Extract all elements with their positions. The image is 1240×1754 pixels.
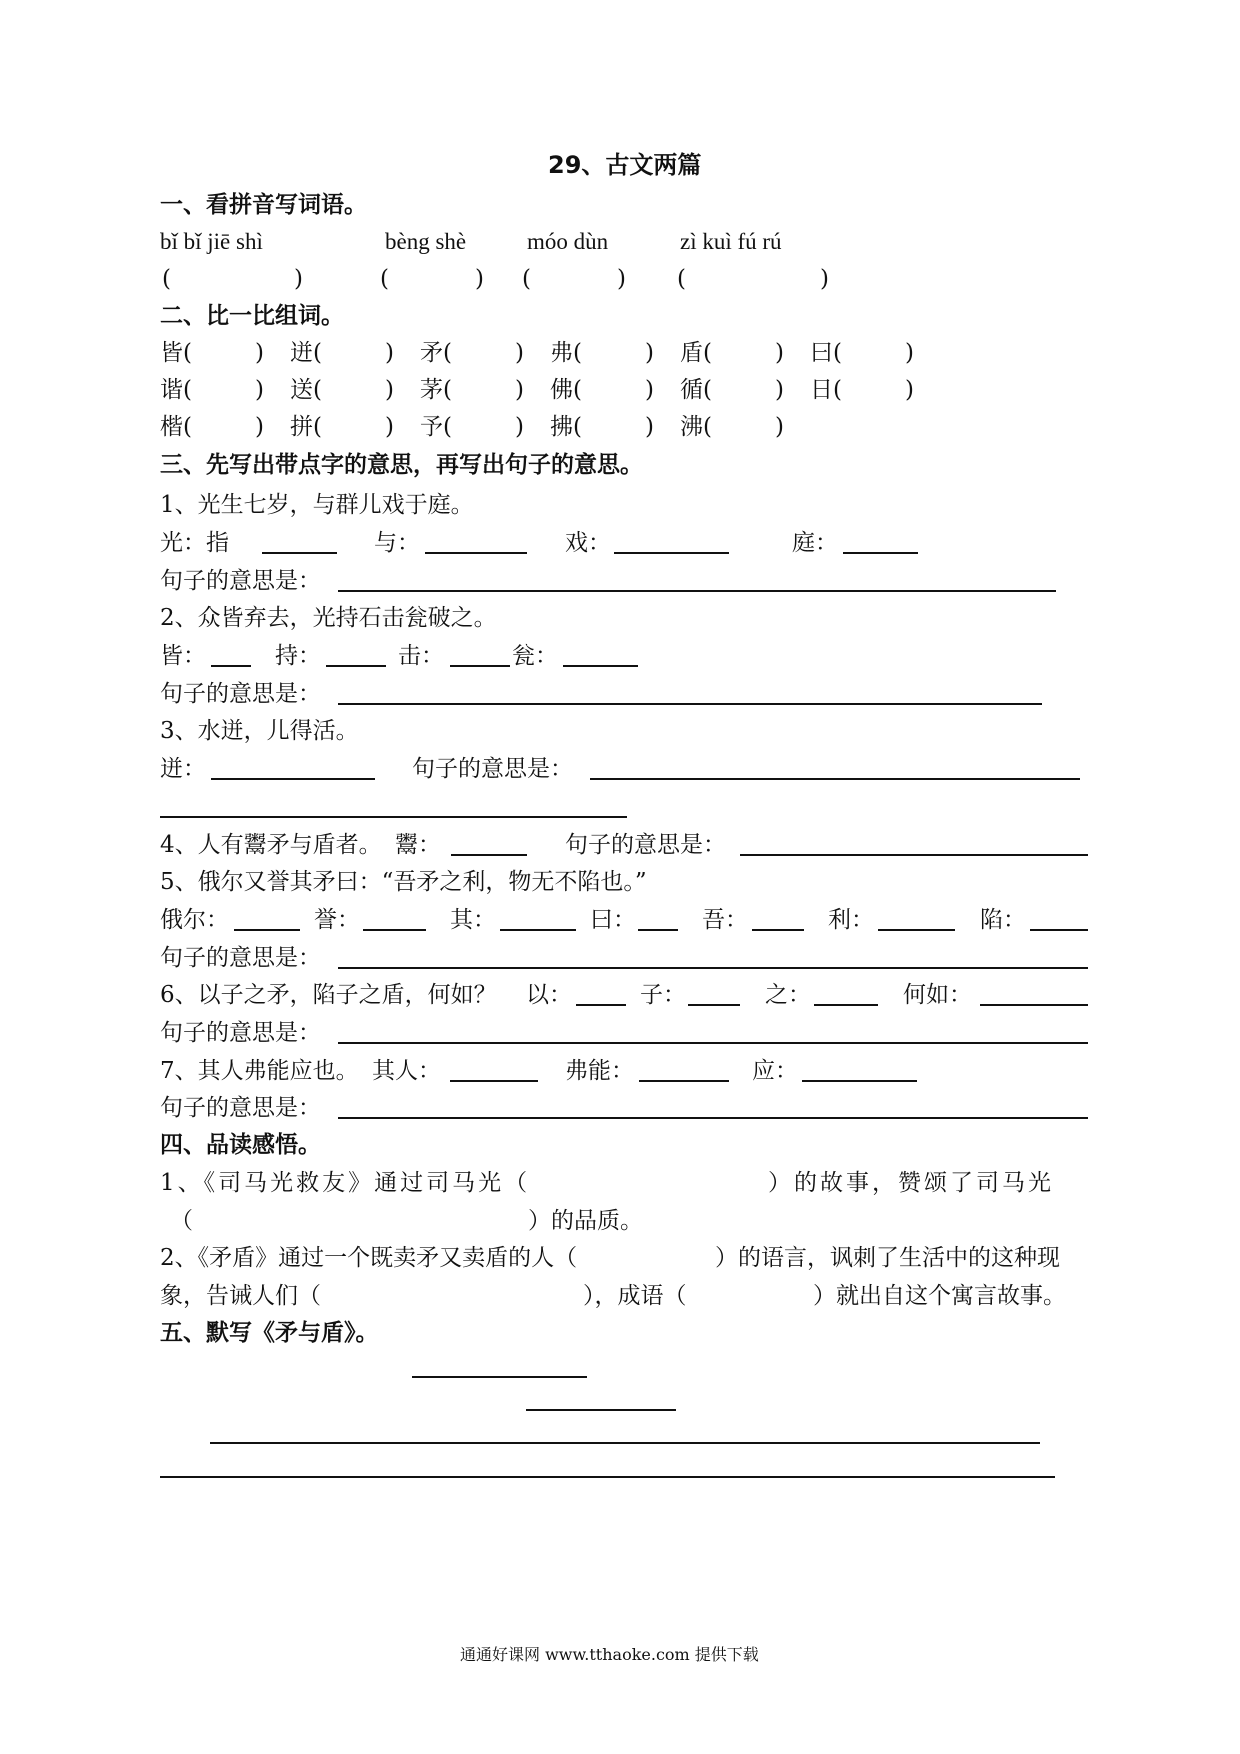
section-2-heading: 二、比一比组词。 — [160, 303, 344, 329]
question-3-text: 3、水迸，儿得活。 — [160, 718, 359, 744]
reading-2-part-d: ），成语（ — [583, 1283, 687, 1309]
q5-blank-4[interactable] — [638, 929, 678, 931]
compare-close: ) — [645, 414, 654, 440]
reading-2-part-b: ）的语言，讽刺了生活中的这种现 — [715, 1245, 1060, 1271]
compare-close: ) — [645, 377, 654, 403]
q7-sentence-label: 句子的意思是： — [160, 1095, 321, 1121]
reading-2-part-e: ）就出自这个寓言故事。 — [813, 1283, 1066, 1309]
question-6-text: 6、以子之矛，陷子之盾，何如？ — [160, 982, 497, 1008]
q2-blank-1[interactable] — [211, 665, 251, 667]
q6-blank-2[interactable] — [688, 1004, 740, 1006]
compare-close: ) — [905, 340, 914, 366]
reading-1-part-c: （ — [170, 1208, 193, 1234]
q7-blank-2[interactable] — [639, 1080, 729, 1082]
q6-blank-1[interactable] — [576, 1004, 626, 1006]
q7-blank-1[interactable] — [450, 1080, 538, 1082]
compare-char: 茅( — [420, 377, 452, 403]
question-2-text: 2、众皆弃去，光持石击瓮破之。 — [160, 605, 497, 631]
paren-close-2: ) — [475, 266, 484, 292]
q5-word-7: 陷： — [980, 907, 1026, 933]
q5-sentence-blank[interactable] — [338, 967, 1088, 969]
q6-blank-3[interactable] — [814, 1004, 878, 1006]
q1-blank-4[interactable] — [843, 552, 918, 554]
q5-word-6: 利： — [828, 907, 874, 933]
compare-char: 谐( — [160, 377, 192, 403]
paren-open-2: ( — [380, 266, 389, 292]
q1-blank-2[interactable] — [425, 552, 527, 554]
pinyin-4: zì kuì fú rú — [680, 229, 782, 254]
q5-word-4: 曰： — [590, 907, 636, 933]
compare-char: 楷( — [160, 414, 192, 440]
paren-open-1: ( — [162, 266, 171, 292]
q6-word-3: 之： — [765, 982, 811, 1008]
q4-sentence-label: 句子的意思是： — [565, 832, 726, 858]
compare-char: 皆( — [160, 340, 192, 366]
question-7-text: 7、其人弗能应也。 — [160, 1058, 359, 1084]
q6-sentence-label: 句子的意思是： — [160, 1020, 321, 1046]
q5-word-5: 吾： — [702, 907, 748, 933]
compare-char: 曰( — [810, 340, 842, 366]
q5-word-2: 誉： — [314, 907, 360, 933]
q6-word-1: 以： — [526, 982, 572, 1008]
q1-sentence-label: 句子的意思是： — [160, 568, 321, 594]
compare-close: ) — [645, 340, 654, 366]
q5-blank-5[interactable] — [752, 929, 804, 931]
compare-char: 沸( — [680, 414, 712, 440]
compare-char: 送( — [290, 377, 322, 403]
question-5-text: 5、俄尔又誉其矛曰：“吾矛之利，物无不陷也。” — [160, 869, 647, 895]
question-4-text: 4、人有鬻矛与盾者。 — [160, 832, 382, 858]
dictation-line-2[interactable] — [526, 1409, 676, 1411]
compare-char: 迸( — [290, 340, 322, 366]
q2-sentence-label: 句子的意思是： — [160, 681, 321, 707]
paren-open-3: ( — [522, 266, 531, 292]
compare-char: 拂( — [550, 414, 582, 440]
q5-word-1: 俄尔： — [160, 907, 229, 933]
q1-blank-3[interactable] — [614, 552, 729, 554]
q1-word-3: 戏： — [565, 530, 611, 556]
q7-sentence-blank[interactable] — [338, 1117, 1088, 1119]
compare-close: ) — [905, 377, 914, 403]
question-1-text: 1、光生七岁，与群儿戏于庭。 — [160, 492, 474, 518]
pinyin-2: bèng shè — [385, 229, 467, 254]
q2-word-2: 持： — [275, 643, 321, 669]
compare-char: 循( — [680, 377, 712, 403]
q4-blank-1[interactable] — [451, 854, 527, 856]
q2-blank-2[interactable] — [326, 665, 386, 667]
reading-2-part-c: 象，告诫人们（ — [160, 1283, 321, 1309]
compare-char: 矛( — [420, 340, 452, 366]
q4-sentence-blank[interactable] — [740, 854, 1088, 856]
paren-close-3: ) — [617, 266, 626, 292]
q4-word-1: 鬻： — [395, 832, 441, 858]
q5-blank-1[interactable] — [234, 929, 300, 931]
q5-blank-6[interactable] — [878, 929, 955, 931]
footer-credit: 通通好课网 www.tthaoke.com 提供下载 — [460, 1645, 759, 1664]
q3-blank-1[interactable] — [211, 778, 375, 780]
q1-word-2: 与： — [374, 530, 420, 556]
section-1-heading: 一、看拼音写词语。 — [160, 192, 367, 218]
compare-close: ) — [385, 377, 394, 403]
q3-word-1: 迸： — [160, 756, 206, 782]
q7-blank-3[interactable] — [802, 1080, 917, 1082]
reading-1-part-b: ）的故事，赞颂了司马光 — [768, 1170, 1054, 1196]
compare-close: ) — [775, 340, 784, 366]
compare-close: ) — [515, 414, 524, 440]
q3-sentence-blank-b[interactable] — [160, 816, 627, 818]
section-5-heading: 五、默写《矛与盾》。 — [160, 1320, 379, 1346]
compare-close: ) — [775, 414, 784, 440]
q5-blank-3[interactable] — [500, 929, 576, 931]
q7-word-2: 弗能： — [565, 1058, 634, 1084]
q6-word-2: 子： — [640, 982, 686, 1008]
compare-close: ) — [255, 340, 264, 366]
paren-close-1: ) — [294, 266, 303, 292]
compare-close: ) — [385, 414, 394, 440]
compare-close: ) — [255, 377, 264, 403]
q2-blank-3[interactable] — [450, 665, 510, 667]
pinyin-3: móo dùn — [527, 229, 609, 254]
q7-word-1: 其人： — [372, 1058, 441, 1084]
dictation-line-1[interactable] — [412, 1376, 587, 1378]
q5-blank-7[interactable] — [1030, 929, 1088, 931]
pinyin-1: bǐ bǐ jiē shì — [160, 229, 263, 254]
compare-char: 予( — [420, 414, 452, 440]
q2-word-4: 瓮： — [512, 643, 558, 669]
q1-word-1: 光：指 — [160, 530, 229, 556]
reading-2-part-a: 2、《矛盾》通过一个既卖矛又卖盾的人（ — [160, 1245, 578, 1271]
page-title: 29、古文两篇 — [548, 151, 702, 179]
q2-blank-4[interactable] — [563, 665, 638, 667]
paren-close-4: ) — [820, 266, 829, 292]
compare-close: ) — [515, 340, 524, 366]
q1-word-4: 庭： — [792, 530, 838, 556]
dictation-line-4[interactable] — [160, 1476, 1055, 1478]
compare-close: ) — [255, 414, 264, 440]
q2-word-1: 皆： — [160, 643, 206, 669]
q2-word-3: 击： — [398, 643, 444, 669]
compare-close: ) — [515, 377, 524, 403]
q1-blank-1[interactable] — [262, 552, 337, 554]
q3-sentence-label: 句子的意思是： — [412, 756, 573, 782]
q5-word-3: 其： — [450, 907, 496, 933]
compare-char: 日( — [810, 377, 842, 403]
q3-sentence-blank-a[interactable] — [590, 778, 1080, 780]
q6-word-4: 何如： — [903, 982, 972, 1008]
compare-close: ) — [775, 377, 784, 403]
section-4-heading: 四、品读感悟。 — [160, 1132, 321, 1158]
q7-word-3: 应： — [752, 1058, 798, 1084]
compare-char: 弗( — [550, 340, 582, 366]
compare-char: 佛( — [550, 377, 582, 403]
section-3-heading: 三、先写出带点字的意思，再写出句子的意思。 — [160, 452, 643, 478]
q1-sentence-blank[interactable] — [338, 590, 1056, 592]
compare-close: ) — [385, 340, 394, 366]
q5-sentence-label: 句子的意思是： — [160, 945, 321, 971]
dictation-line-3[interactable] — [210, 1442, 1040, 1444]
compare-char: 盾( — [680, 340, 712, 366]
q2-sentence-blank[interactable] — [338, 703, 1042, 705]
q6-sentence-blank[interactable] — [338, 1042, 1088, 1044]
reading-1-part-a: 1、《司马光救友》通过司马光（ — [160, 1170, 531, 1196]
q6-blank-4[interactable] — [980, 1004, 1088, 1006]
paren-open-4: ( — [677, 266, 686, 292]
reading-1-part-d: ）的品质。 — [528, 1208, 643, 1234]
compare-char: 拼( — [290, 414, 322, 440]
q5-blank-2[interactable] — [363, 929, 426, 931]
